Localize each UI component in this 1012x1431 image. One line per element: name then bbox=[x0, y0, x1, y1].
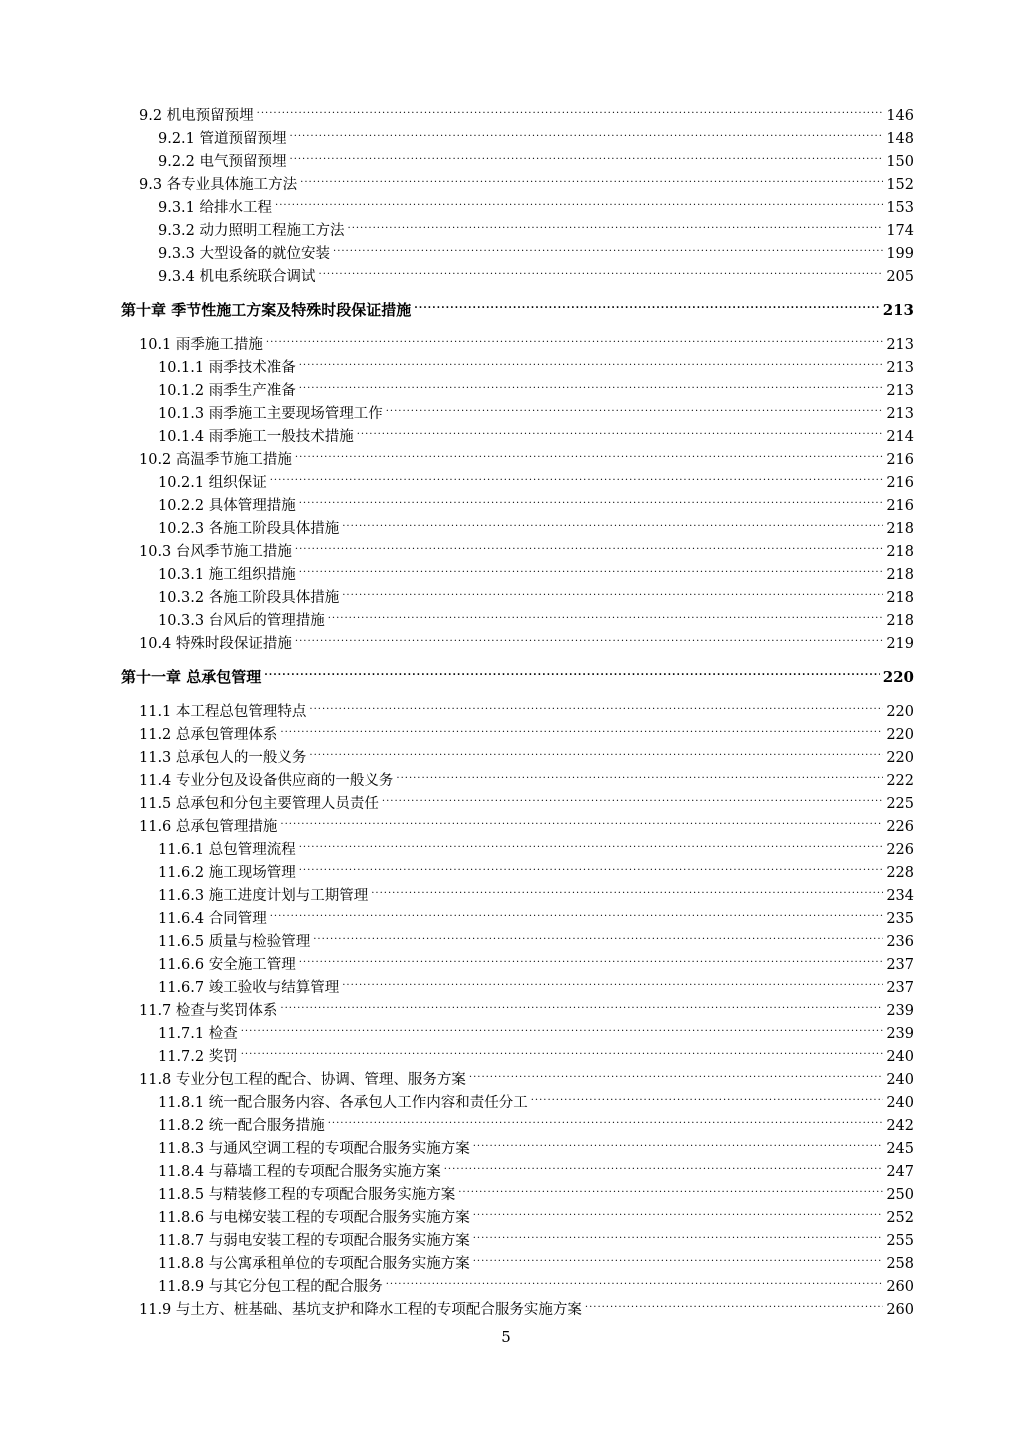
dot-leader bbox=[290, 144, 884, 166]
toc-entry-title: 11.6.3 施工进度计划与工期管理 bbox=[158, 888, 369, 904]
toc-entry-title: 11.3 总承包人的一般义务 bbox=[139, 750, 307, 766]
toc-entry[interactable] bbox=[158, 947, 914, 973]
toc-entry-page-number: 220 bbox=[886, 704, 914, 720]
dot-leader bbox=[270, 465, 884, 487]
dot-leader bbox=[299, 350, 884, 372]
toc-entry-title: 11.8.2 统一配合服务措施 bbox=[158, 1118, 325, 1134]
toc-entry-title: 第十章 季节性施工方案及特殊时段保证措施 bbox=[121, 301, 412, 319]
toc-entry[interactable] bbox=[139, 993, 914, 1019]
toc-entry-title: 10.2.3 各施工阶段具体措施 bbox=[158, 521, 340, 537]
dot-leader bbox=[241, 1016, 884, 1038]
toc-entry-title: 11.5 总承包和分包主要管理人员责任 bbox=[139, 796, 379, 812]
toc-entry[interactable] bbox=[158, 1039, 914, 1065]
toc-entry-title: 第十一章 总承包管理 bbox=[121, 668, 262, 686]
dot-leader bbox=[357, 419, 884, 441]
toc-entry-page-number: 218 bbox=[886, 613, 914, 629]
dot-leader bbox=[414, 293, 879, 315]
dot-leader bbox=[295, 626, 883, 648]
dot-leader bbox=[319, 259, 884, 281]
toc-entry-page-number: 228 bbox=[886, 865, 914, 881]
toc-entry-title: 11.6.1 总包管理流程 bbox=[158, 842, 296, 858]
toc-entry-page-number: 150 bbox=[886, 154, 914, 170]
toc-entry[interactable] bbox=[139, 534, 914, 560]
dot-leader bbox=[299, 488, 884, 510]
toc-entry-title: 11.8.6 与电梯安装工程的专项配合服务实施方案 bbox=[158, 1210, 470, 1226]
toc-entry-title: 11.8.5 与精装修工程的专项配合服务实施方案 bbox=[158, 1187, 456, 1203]
dot-leader bbox=[328, 1108, 884, 1130]
toc-entry[interactable] bbox=[139, 1292, 914, 1318]
toc-entry-page-number: 250 bbox=[886, 1187, 914, 1203]
dot-leader bbox=[342, 970, 883, 992]
toc-entry[interactable] bbox=[158, 144, 914, 170]
toc-entry-page-number: 214 bbox=[886, 429, 914, 445]
toc-entry-page-number: 174 bbox=[886, 223, 914, 239]
toc-entry-page-number: 235 bbox=[886, 911, 914, 927]
toc-entry-title: 11.8.8 与公寓承租单位的专项配合服务实施方案 bbox=[158, 1256, 470, 1272]
toc-entry[interactable] bbox=[139, 786, 914, 812]
toc-entry[interactable] bbox=[158, 1177, 914, 1203]
dot-leader bbox=[371, 878, 883, 900]
toc-entry[interactable] bbox=[139, 1062, 914, 1088]
toc-entry-page-number: 222 bbox=[886, 773, 914, 789]
dot-leader bbox=[270, 901, 884, 923]
toc-entry-page-number: 220 bbox=[882, 668, 914, 686]
toc-entry[interactable] bbox=[158, 190, 914, 216]
toc-entry[interactable] bbox=[158, 924, 914, 950]
toc-entry[interactable] bbox=[158, 1223, 914, 1249]
toc-entry-page-number: 153 bbox=[886, 200, 914, 216]
toc-entry[interactable] bbox=[158, 878, 914, 904]
toc-entry-page-number: 213 bbox=[882, 301, 914, 319]
toc-entry[interactable] bbox=[139, 626, 914, 652]
dot-leader bbox=[473, 1131, 884, 1153]
toc-entry-page-number: 213 bbox=[886, 406, 914, 422]
toc-entry[interactable] bbox=[158, 465, 914, 491]
toc-entry-title: 11.6.6 安全施工管理 bbox=[158, 957, 296, 973]
toc-entry[interactable] bbox=[158, 1108, 914, 1134]
dot-leader bbox=[275, 190, 883, 212]
toc-entry-title: 9.2 机电预留预埋 bbox=[139, 108, 254, 124]
toc-entry-page-number: 220 bbox=[886, 750, 914, 766]
toc-entry-page-number: 146 bbox=[886, 108, 914, 124]
toc-entry-page-number: 252 bbox=[886, 1210, 914, 1226]
toc-entry-title: 9.2.1 管道预留预埋 bbox=[158, 131, 287, 147]
toc-entry-title: 11.8.3 与通风空调工程的专项配合服务实施方案 bbox=[158, 1141, 470, 1157]
toc-entry-title: 10.1.2 雨季生产准备 bbox=[158, 383, 296, 399]
dot-leader bbox=[280, 809, 883, 831]
dot-leader bbox=[241, 1039, 884, 1061]
toc-entry-title: 10.3.2 各施工阶段具体措施 bbox=[158, 590, 340, 606]
toc-entry[interactable] bbox=[158, 1131, 914, 1157]
toc-entry[interactable] bbox=[158, 1269, 914, 1295]
toc-entry-page-number: 260 bbox=[886, 1279, 914, 1295]
toc-entry-page-number: 213 bbox=[886, 383, 914, 399]
toc-entry-title: 10.1 雨季施工措施 bbox=[139, 337, 263, 353]
toc-entry[interactable] bbox=[158, 511, 914, 537]
dot-leader bbox=[585, 1292, 883, 1314]
toc-entry-page-number: 205 bbox=[886, 269, 914, 285]
toc-entry[interactable] bbox=[158, 1085, 914, 1111]
toc-entry-page-number: 236 bbox=[886, 934, 914, 950]
dot-leader bbox=[458, 1177, 883, 1199]
dot-leader bbox=[469, 1062, 883, 1084]
toc-entry-page-number: 237 bbox=[886, 957, 914, 973]
toc-entry[interactable] bbox=[158, 419, 914, 445]
toc-entry[interactable] bbox=[158, 1246, 914, 1272]
toc-entry-title: 11.8 专业分包工程的配合、协调、管理、服务方案 bbox=[139, 1072, 466, 1088]
dot-leader bbox=[299, 373, 884, 395]
toc-entry-title: 10.3.3 台风后的管理措施 bbox=[158, 613, 325, 629]
dot-leader bbox=[295, 442, 883, 464]
toc-entry[interactable] bbox=[158, 1200, 914, 1226]
toc-entry-page-number: 226 bbox=[886, 819, 914, 835]
toc-entry-title: 10.3.1 施工组织措施 bbox=[158, 567, 296, 583]
toc-entry[interactable] bbox=[158, 603, 914, 629]
toc-entry-title: 11.4 专业分包及设备供应商的一般义务 bbox=[139, 773, 394, 789]
toc-entry[interactable] bbox=[158, 121, 914, 147]
toc-entry-page-number: 216 bbox=[886, 475, 914, 491]
toc-entry[interactable] bbox=[158, 259, 914, 285]
toc-entry-page-number: 218 bbox=[886, 521, 914, 537]
toc-entry-page-number: 260 bbox=[886, 1302, 914, 1318]
toc-entry[interactable] bbox=[139, 98, 914, 124]
dot-leader bbox=[342, 580, 883, 602]
toc-entry-page-number: 218 bbox=[886, 567, 914, 583]
toc-entry-page-number: 213 bbox=[886, 360, 914, 376]
page-number: 5 bbox=[501, 1328, 511, 1346]
dot-leader bbox=[299, 557, 884, 579]
toc-entry-title: 9.3.2 动力照明工程施工方法 bbox=[158, 223, 345, 239]
toc-entry-page-number: 218 bbox=[886, 590, 914, 606]
dot-leader bbox=[309, 740, 883, 762]
toc-entry-page-number: 219 bbox=[886, 636, 914, 652]
toc-entry[interactable] bbox=[158, 832, 914, 858]
toc-entry[interactable] bbox=[139, 167, 914, 193]
dot-leader bbox=[299, 832, 884, 854]
toc-chapter-entry[interactable] bbox=[121, 293, 914, 319]
toc-entry[interactable] bbox=[158, 970, 914, 996]
toc-entry-title: 11.8.4 与幕墙工程的专项配合服务实施方案 bbox=[158, 1164, 441, 1180]
toc-entry-page-number: 225 bbox=[886, 796, 914, 812]
dot-leader bbox=[444, 1154, 884, 1176]
dot-leader bbox=[299, 855, 884, 877]
toc-entry-page-number: 240 bbox=[886, 1049, 914, 1065]
toc-entry[interactable] bbox=[158, 373, 914, 399]
toc-entry[interactable] bbox=[158, 350, 914, 376]
toc-entry-page-number: 242 bbox=[886, 1118, 914, 1134]
toc-entry-title: 10.3 台风季节施工措施 bbox=[139, 544, 292, 560]
dot-leader bbox=[473, 1223, 884, 1245]
toc-entry-page-number: 237 bbox=[886, 980, 914, 996]
toc-entry-page-number: 255 bbox=[886, 1233, 914, 1249]
toc-entry-title: 11.8.9 与其它分包工程的配合服务 bbox=[158, 1279, 383, 1295]
toc-entry[interactable] bbox=[158, 236, 914, 262]
toc-entry-title: 10.2 高温季节施工措施 bbox=[139, 452, 292, 468]
dot-leader bbox=[342, 511, 883, 533]
dot-leader bbox=[300, 167, 883, 189]
dot-leader bbox=[396, 763, 883, 785]
toc-entry[interactable] bbox=[139, 740, 914, 766]
toc-entry[interactable] bbox=[158, 580, 914, 606]
toc-entry-title: 9.2.2 电气预留预埋 bbox=[158, 154, 287, 170]
toc-entry[interactable] bbox=[158, 1154, 914, 1180]
toc-entry-title: 11.7.1 检查 bbox=[158, 1026, 238, 1042]
dot-leader bbox=[290, 121, 884, 143]
toc-entry-title: 10.1.3 雨季施工主要现场管理工作 bbox=[158, 406, 383, 422]
toc-entry-page-number: 245 bbox=[886, 1141, 914, 1157]
toc-entry-page-number: 152 bbox=[886, 177, 914, 193]
toc-entry[interactable] bbox=[139, 327, 914, 353]
toc-entry-page-number: 234 bbox=[886, 888, 914, 904]
toc-entry[interactable] bbox=[139, 809, 914, 835]
toc-entry-title: 11.9 与土方、桩基础、基坑支护和降水工程的专项配合服务实施方案 bbox=[139, 1302, 582, 1318]
toc-entry[interactable] bbox=[139, 717, 914, 743]
toc-entry-title: 11.6.5 质量与检验管理 bbox=[158, 934, 311, 950]
dot-leader bbox=[473, 1200, 884, 1222]
toc-entry-page-number: 247 bbox=[886, 1164, 914, 1180]
toc-entry-page-number: 216 bbox=[886, 452, 914, 468]
toc-entry[interactable] bbox=[158, 855, 914, 881]
toc-entry-title: 11.8.7 与弱电安装工程的专项配合服务实施方案 bbox=[158, 1233, 470, 1249]
dot-leader bbox=[473, 1246, 884, 1268]
toc-entry-page-number: 220 bbox=[886, 727, 914, 743]
toc-entry-page-number: 216 bbox=[886, 498, 914, 514]
dot-leader bbox=[348, 213, 884, 235]
dot-leader bbox=[295, 534, 883, 556]
toc-entry-title: 10.4 特殊时段保证措施 bbox=[139, 636, 292, 652]
dot-leader bbox=[382, 786, 883, 808]
dot-leader bbox=[309, 694, 883, 716]
toc-entry-title: 11.2 总承包管理体系 bbox=[139, 727, 278, 743]
toc-entry-title: 11.8.1 统一配合服务内容、各承包人工作内容和责任分工 bbox=[158, 1095, 528, 1111]
toc-entry[interactable] bbox=[158, 213, 914, 239]
toc-entry-page-number: 199 bbox=[886, 246, 914, 262]
toc-entry-title: 9.3.1 给排水工程 bbox=[158, 200, 273, 216]
toc-entry-title: 11.6.2 施工现场管理 bbox=[158, 865, 296, 881]
toc-entry-title: 9.3.3 大型设备的就位安装 bbox=[158, 246, 331, 262]
toc-entry-page-number: 218 bbox=[886, 544, 914, 560]
toc-entry-page-number: 226 bbox=[886, 842, 914, 858]
toc-entry-page-number: 148 bbox=[886, 131, 914, 147]
dot-leader bbox=[264, 660, 879, 682]
toc-entry-title: 9.3.4 机电系统联合调试 bbox=[158, 269, 316, 285]
toc-entry-page-number: 239 bbox=[886, 1026, 914, 1042]
toc-entry-title: 10.2.2 具体管理措施 bbox=[158, 498, 296, 514]
toc-entry[interactable] bbox=[158, 1016, 914, 1042]
toc-entry-page-number: 240 bbox=[886, 1095, 914, 1111]
toc-entry[interactable] bbox=[158, 557, 914, 583]
dot-leader bbox=[257, 98, 884, 120]
toc-entry-title: 9.3 各专业具体施工方法 bbox=[139, 177, 298, 193]
dot-leader bbox=[386, 1269, 884, 1291]
toc-entry-title: 11.1 本工程总包管理特点 bbox=[139, 704, 307, 720]
toc-entry[interactable] bbox=[139, 442, 914, 468]
toc-entry-page-number: 240 bbox=[886, 1072, 914, 1088]
toc-entry-title: 11.6.4 合同管理 bbox=[158, 911, 267, 927]
toc-entry-title: 11.6 总承包管理措施 bbox=[139, 819, 278, 835]
toc-entry-title: 11.7 检查与奖罚体系 bbox=[139, 1003, 278, 1019]
toc-entry-title: 10.1.1 雨季技术准备 bbox=[158, 360, 296, 376]
toc-entry-page-number: 213 bbox=[886, 337, 914, 353]
toc-entry-title: 10.1.4 雨季施工一般技术措施 bbox=[158, 429, 354, 445]
dot-leader bbox=[531, 1085, 884, 1107]
dot-leader bbox=[328, 603, 884, 625]
dot-leader bbox=[280, 993, 883, 1015]
toc-entry-page-number: 239 bbox=[886, 1003, 914, 1019]
dot-leader bbox=[313, 924, 883, 946]
toc-entry-title: 11.7.2 奖罚 bbox=[158, 1049, 238, 1065]
dot-leader bbox=[299, 947, 884, 969]
toc-entry[interactable] bbox=[158, 488, 914, 514]
toc-chapter-entry[interactable] bbox=[121, 660, 914, 686]
toc-entry-title: 11.6.7 竣工验收与结算管理 bbox=[158, 980, 340, 996]
toc-entry-page-number: 258 bbox=[886, 1256, 914, 1272]
dot-leader bbox=[266, 327, 883, 349]
toc-entry[interactable] bbox=[158, 901, 914, 927]
toc-entry[interactable] bbox=[158, 396, 914, 422]
toc-entry-title: 10.2.1 组织保证 bbox=[158, 475, 267, 491]
dot-leader bbox=[386, 396, 884, 418]
toc-entry[interactable] bbox=[139, 694, 914, 720]
dot-leader bbox=[333, 236, 883, 258]
toc-entry[interactable] bbox=[139, 763, 914, 789]
dot-leader bbox=[280, 717, 883, 739]
